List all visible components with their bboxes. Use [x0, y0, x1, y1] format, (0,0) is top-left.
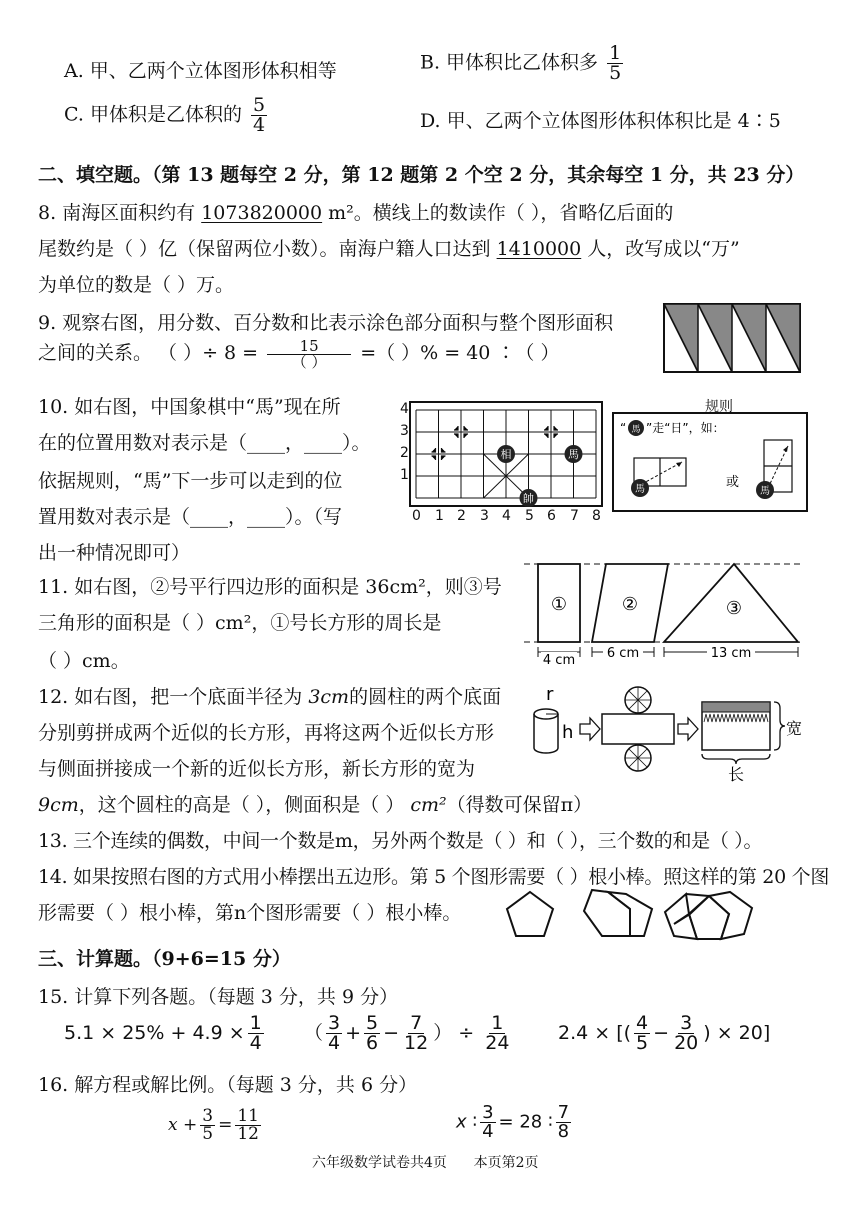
q11-line2: 三角形的面积是（ ）cm²，①号长方形的周长是 [38, 612, 442, 634]
rule-piece-1: 馬 [635, 484, 645, 495]
chess-piece-shuai [520, 489, 538, 507]
chess-y-tick-3: 3 [400, 423, 409, 439]
option-c-text: C. 甲体积是乙体积的 [64, 103, 242, 126]
cyl-r-label: r [546, 684, 554, 705]
q10-line3: 依据规则，“馬”下一步可以走到的位 [38, 470, 343, 492]
q9-shaded-figure [662, 302, 802, 374]
rule-box-figure [612, 412, 808, 512]
pentagon-3-left [665, 894, 697, 939]
rect-width-label: 宽 [786, 719, 803, 738]
pentagon-pattern-figure [504, 884, 810, 948]
chess-x-tick-7: 7 [570, 508, 579, 524]
rule-piece-2: 馬 [760, 486, 770, 497]
section3-heading: 三、计算题。（9+6=15 分） [38, 948, 291, 970]
chess-x-tick-2: 2 [457, 508, 466, 524]
q15-expr2: （ $\frac{3}{4}$ + $\frac{5}{6}$ − $\frac{7}{12}$ ） ÷ $\frac{1}{24}$ [304, 1012, 510, 1054]
q10-line2: 在的位置用数对表示是（____，____）。 [38, 432, 371, 454]
pentagon-2b [608, 892, 652, 936]
option-c [64, 96, 270, 135]
rule-text-body: ”走“日”，如： [646, 421, 725, 435]
q11-shapes-figure [522, 558, 804, 668]
chess-x-tick-8: 8 [592, 508, 601, 524]
dim-6cm: 6 cm [606, 646, 640, 661]
chess-x-tick-6: 6 [547, 508, 556, 524]
chess-y-tick-1: 1 [400, 467, 409, 483]
q8-area-value: 1073820000 [201, 202, 323, 224]
footer [312, 1152, 539, 1172]
q16-eq1: x + $\frac{3}{5}$ = $\frac{11}{12}$ [168, 1106, 259, 1144]
q10-line5: 出一种情况即可） [38, 542, 191, 564]
rule-text-open: “ [620, 421, 627, 435]
q13-text: 13. 三个连续的偶数，中间一个数是m，另外两个数是（ ）和（ ），三个数的和是（ ）。 [38, 830, 763, 852]
shape-label-2: ② [621, 594, 639, 615]
pentagon-3-right [709, 892, 752, 939]
option-c-fraction: $\frac{5}{4}$ [253, 94, 266, 136]
rect-length-label: 长 [728, 765, 745, 782]
q12-line4: 9cm，这个圆柱的高是（ ），侧面积是（ ） cm²（得数可保留π） [38, 794, 593, 816]
q11-line3: （ ）cm。 [38, 650, 130, 672]
footer-total-pages: 六年级数学试卷共4页 [312, 1155, 447, 1171]
section2-heading: 二、填空题。（第 13 题每空 2 分，第 12 题第 2 个空 2 分，其余每空 1 分，共 23 分） [38, 164, 805, 186]
pentagon-2a [584, 890, 630, 936]
q16-title: 16. 解方程或解比例。（每题 3 分，共 6 分） [38, 1074, 418, 1096]
rule-text-piece: 馬 [631, 425, 641, 435]
q8-line1: 8. 南海区面积约有 1073820000 m²。横线上的数读作（ ），省略亿后面的 [38, 202, 674, 224]
footer-current-page: 本页第2页 [473, 1155, 539, 1171]
chess-x-tick-1: 1 [435, 508, 444, 524]
shape-label-3: ③ [725, 598, 743, 619]
q10-line1: 10. 如右图，中国象棋中“馬”现在所 [38, 396, 341, 418]
q15-title: 15. 计算下列各题。（每题 3 分，共 9 分） [38, 986, 399, 1008]
q12-cylinder-figure [528, 684, 810, 782]
option-d: D. 甲、乙两个立体图形体积体积比是 4∶5 [420, 110, 781, 132]
option-b-text: B. 甲体积比乙体积多 [420, 51, 599, 74]
pentagon-1 [507, 892, 553, 936]
q12-line3: 与侧面拼接成一个新的近似长方形，新长方形的宽为 [38, 758, 476, 780]
q11-line1: 11. 如右图，②号平行四边形的面积是 36cm²，则③号 [38, 576, 502, 598]
q8-line3: 为单位的数是（ ）万。 [38, 274, 235, 296]
q15-expr1: 5.1 × 25% + 4.9 × $\frac{1}{4}$ [64, 1012, 262, 1054]
q8-line2: 尾数约是（ ）亿（保留两位小数）。南海户籍人口达到 1410000 人，改写成以“万” [38, 238, 740, 260]
chess-board-figure [396, 396, 608, 526]
option-b-fraction: $\frac{1}{5}$ [609, 42, 622, 84]
q9-line2: 之间的关系。 （ ）÷ 8 = $\frac{15}{( )}$ =（ ）% = 40 ∶（ ） [38, 336, 560, 371]
q10-line4: 置用数对表示是（____，____）。（写 [38, 506, 343, 528]
chess-x-tick-4: 4 [502, 508, 511, 524]
chess-x-tick-0: 0 [412, 508, 421, 524]
rule-title: 规则 [705, 399, 733, 415]
chess-piece-xiang [497, 445, 515, 463]
q14-line1: 14. 如果按照右图的方式用小棒摆出五边形。第 5 个图形需要（ ）根小棒。照这样的第 20 个图 [38, 866, 830, 888]
q9-fraction: $\frac{15}{( )}$ [267, 339, 351, 370]
chess-x-tick-3: 3 [480, 508, 489, 524]
rule-or: 或 [726, 475, 740, 490]
dim-4cm: 4 cm [542, 653, 576, 668]
option-a: A. 甲、乙两个立体图形体积相等 [64, 60, 337, 82]
svg-text:相: 相 [500, 448, 512, 461]
svg-text:帥: 帥 [523, 492, 534, 505]
chess-x-tick-5: 5 [525, 508, 534, 524]
q9-line1: 9. 观察右图，用分数、百分数和比表示涂色部分面积与整个图形面积 [38, 312, 614, 334]
q12-line1: 12. 如右图，把一个底面半径为 3cm的圆柱的两个底面 [38, 686, 502, 708]
chess-y-tick-4: 4 [400, 401, 409, 417]
q8-population-value: 1410000 [496, 238, 582, 260]
svg-text:馬: 馬 [568, 448, 579, 461]
cyl-h-label: h [562, 722, 574, 743]
q15-expr3: 2.4 × [( $\frac{4}{5}$ − $\frac{3}{20}$ ) × 20] [558, 1012, 771, 1054]
dim-13cm: 13 cm [710, 646, 752, 661]
q12-line2: 分别剪拼成两个近似的长方形，再将这两个近似长方形 [38, 722, 495, 744]
shape-label-1: ① [550, 594, 568, 615]
option-b [420, 44, 626, 83]
q14-line2: 形需要（ ）根小棒，第n个图形需要（ ）根小棒。 [38, 902, 462, 924]
chess-y-tick-2: 2 [400, 445, 409, 461]
q16-eq2: x ∶ $\frac{3}{4}$ = 28 ∶ $\frac{7}{8}$ [456, 1102, 570, 1142]
chess-piece-ma [565, 445, 583, 463]
